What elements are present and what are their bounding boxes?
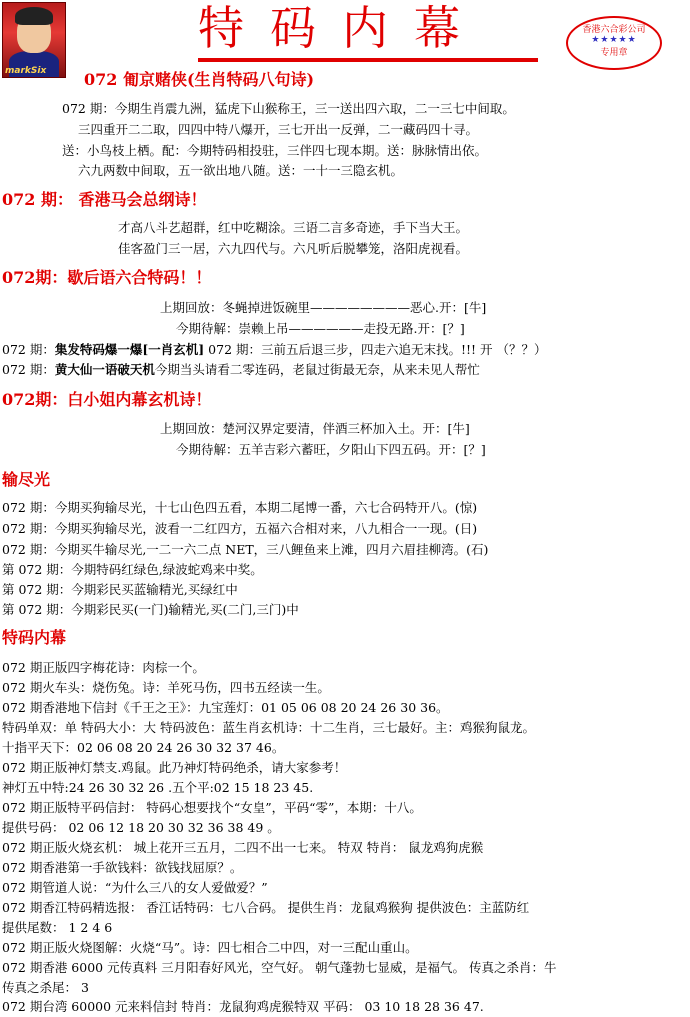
line-rest: 今期当头请看二零连码，老鼠过街最无奈，从来未见人帮忙 bbox=[154, 362, 480, 377]
text-line: 072 期香港第一手欲钱料：欲钱找屈原？。 bbox=[2, 860, 243, 875]
seal-stars: ★★★★★ bbox=[591, 35, 637, 45]
text-line: 072 期香港地下信封《千王之王》：九宝莲灯：01 05 06 08 20 24 26 30 36。 bbox=[2, 700, 449, 715]
line-prefix: 072 期： bbox=[2, 342, 55, 357]
section-heading-general-poem: 072 期： 香港马会总纲诗！ bbox=[2, 190, 207, 209]
text-line: 提供号码： 02 06 12 18 20 30 32 36 38 49 。 bbox=[2, 820, 280, 835]
text-line: 十指平天下：02 06 08 20 24 26 30 32 37 46。 bbox=[2, 740, 285, 755]
text-line: 072 期正版火烧图解：火烧“马”。诗：四七相合二中四，对一三配山重山。 bbox=[2, 940, 418, 955]
section-heading-lose-all: 输尽光 bbox=[2, 470, 51, 489]
text-line: 072 期：今期买狗输尽光，波看一二红四方，五福六合相对来，八九相合一一现。(日) bbox=[2, 521, 478, 536]
text-line: 传真之杀尾： 3 bbox=[2, 980, 89, 995]
text-line: 三四重开二二取，四四中特八爆开，三七开出一反弹，二一藏码四十寻。 bbox=[78, 122, 479, 137]
text-line: 072 期香江特码精选报： 香江话特码：七八合码。 提供生肖：龙鼠鸡猴狗 提供波色：主蓝防红 bbox=[2, 900, 530, 915]
line-rest: 072 期：三前五后退三步，四走六追无末找。!!! 开 （？？） bbox=[204, 342, 547, 357]
text-line: 上期回放：冬蝇掉进饭碗里————————恶心.开：[牛] bbox=[160, 300, 487, 315]
text-line: 今期待解：五羊吉彩六蓄旺，夕阳山下四五码。开：[？] bbox=[176, 442, 486, 457]
section-heading-poem: 072 匍京赌侠(生肖特码八句诗) bbox=[84, 70, 315, 89]
text-line: 神灯五中特:24 26 30 32 26 .五个平:02 15 18 23 45. bbox=[2, 780, 314, 795]
text-line: 提供尾数： 1 2 4 6 bbox=[2, 920, 113, 935]
bold-phrase: 黄大仙一语破天机 bbox=[54, 362, 155, 377]
bold-phrase: 集发特码爆一爆[一肖玄机] bbox=[54, 342, 205, 357]
text-line: 072 期：今期买狗输尽光，十七山色四五看，本期二尾博一番，六七合码特开八。(惊) bbox=[2, 500, 478, 515]
text-line: 072 期台湾 60000 元来料信封 特肖：龙鼠狗鸡虎猴特双 平码： 03 10 18 28 36 47. bbox=[2, 999, 484, 1014]
section-heading-riddle: 072期：歇后语六合特码！！ bbox=[2, 268, 212, 287]
text-line: 072 期管道人说：“为什么三八的女人爱做爱？” bbox=[2, 880, 268, 895]
text-line: 072 期正版火烧玄机： 城上花开三五月，二四不出一七来。 特双 特肖： 鼠龙鸡狗虎猴 bbox=[2, 840, 484, 855]
section-heading-white-lady: 072期：白小姐内幕玄机诗！ bbox=[2, 390, 212, 409]
text-line: 上期回放：楚河汉界定要清，伴酒三杯加入土。开：[牛] bbox=[160, 421, 470, 436]
page-title: 特码内幕 bbox=[198, 2, 538, 62]
text-line bbox=[2, 362, 480, 378]
text-line: 佳客盈门三一居，六九四代与。六凡听后脱攀笼，洛阳虎视看。 bbox=[118, 241, 469, 256]
avatar-hair bbox=[15, 7, 53, 25]
text-line: 送：小鸟枝上栖。配：今期特码相投驻，三伴四七现本期。送：脉脉情出依。 bbox=[62, 143, 488, 158]
text-line: 今期待解：崇赖上吊——————走投无路.开：[？] bbox=[176, 321, 465, 336]
seal-bottom-text: 专用章 bbox=[600, 48, 628, 58]
text-line: 072 期正版神灯禁支.鸡鼠。此乃神灯特码绝杀，请大家参考！ bbox=[2, 760, 347, 775]
text-line: 第 072 期：今期彩民买(一门)输精光,买(二门,三门)中 bbox=[2, 602, 299, 617]
text-line: 072 期：今期买牛输尽光,一二一六二点 NET，三八鲤鱼来上滩，四月六眉挂柳湾。(石) bbox=[2, 542, 489, 557]
text-line: 特码单双：单 特码大小：大 特码波色：蓝生肖玄机诗：十二生肖，三七最好。主：鸡猴狗鼠龙。 bbox=[2, 720, 535, 735]
text-line: 第 072 期：今期彩民买蓝输精光,买绿红中 bbox=[2, 582, 238, 597]
marksix-logo: markSix bbox=[5, 66, 47, 76]
text-line: 才高八斗艺超群，红中吃糊涂。三语二言多奇迹，手下当大王。 bbox=[118, 220, 469, 235]
text-line: 072 期火车头：烧伤兔。诗：羊死马伤，四书五经读一生。 bbox=[2, 680, 330, 695]
seal-top-text: 香港六合彩公司 bbox=[582, 25, 646, 35]
avatar bbox=[2, 2, 66, 78]
official-seal bbox=[566, 16, 662, 70]
line-prefix: 072 期： bbox=[2, 362, 55, 377]
text-line: 072 期正版四字梅花诗：肉棕一个。 bbox=[2, 660, 205, 675]
text-line: 六九两数中间取，五一欲出地八随。送：一十一三隐玄机。 bbox=[78, 163, 404, 178]
text-line: 第 072 期：今期特码红绿色,绿波蛇鸡来中奖。 bbox=[2, 562, 263, 577]
text-line: 072 期正版特平码信封： 特码心想要找个“女皇”，平码“零”，本期：十八。 bbox=[2, 800, 422, 815]
text-line: 072 期香港 6000 元传真料 三月阳春好风光，空气好。 朝气蓬勃七显威，是福气。 传真之杀肖：牛 bbox=[2, 960, 557, 975]
text-line: 072 期：今期生肖震九洲，猛虎下山猴称王，三一送出四六取，二一三七中间取。 bbox=[62, 101, 515, 116]
section-heading-inside-story: 特码内幕 bbox=[2, 628, 67, 647]
text-line bbox=[2, 342, 547, 358]
